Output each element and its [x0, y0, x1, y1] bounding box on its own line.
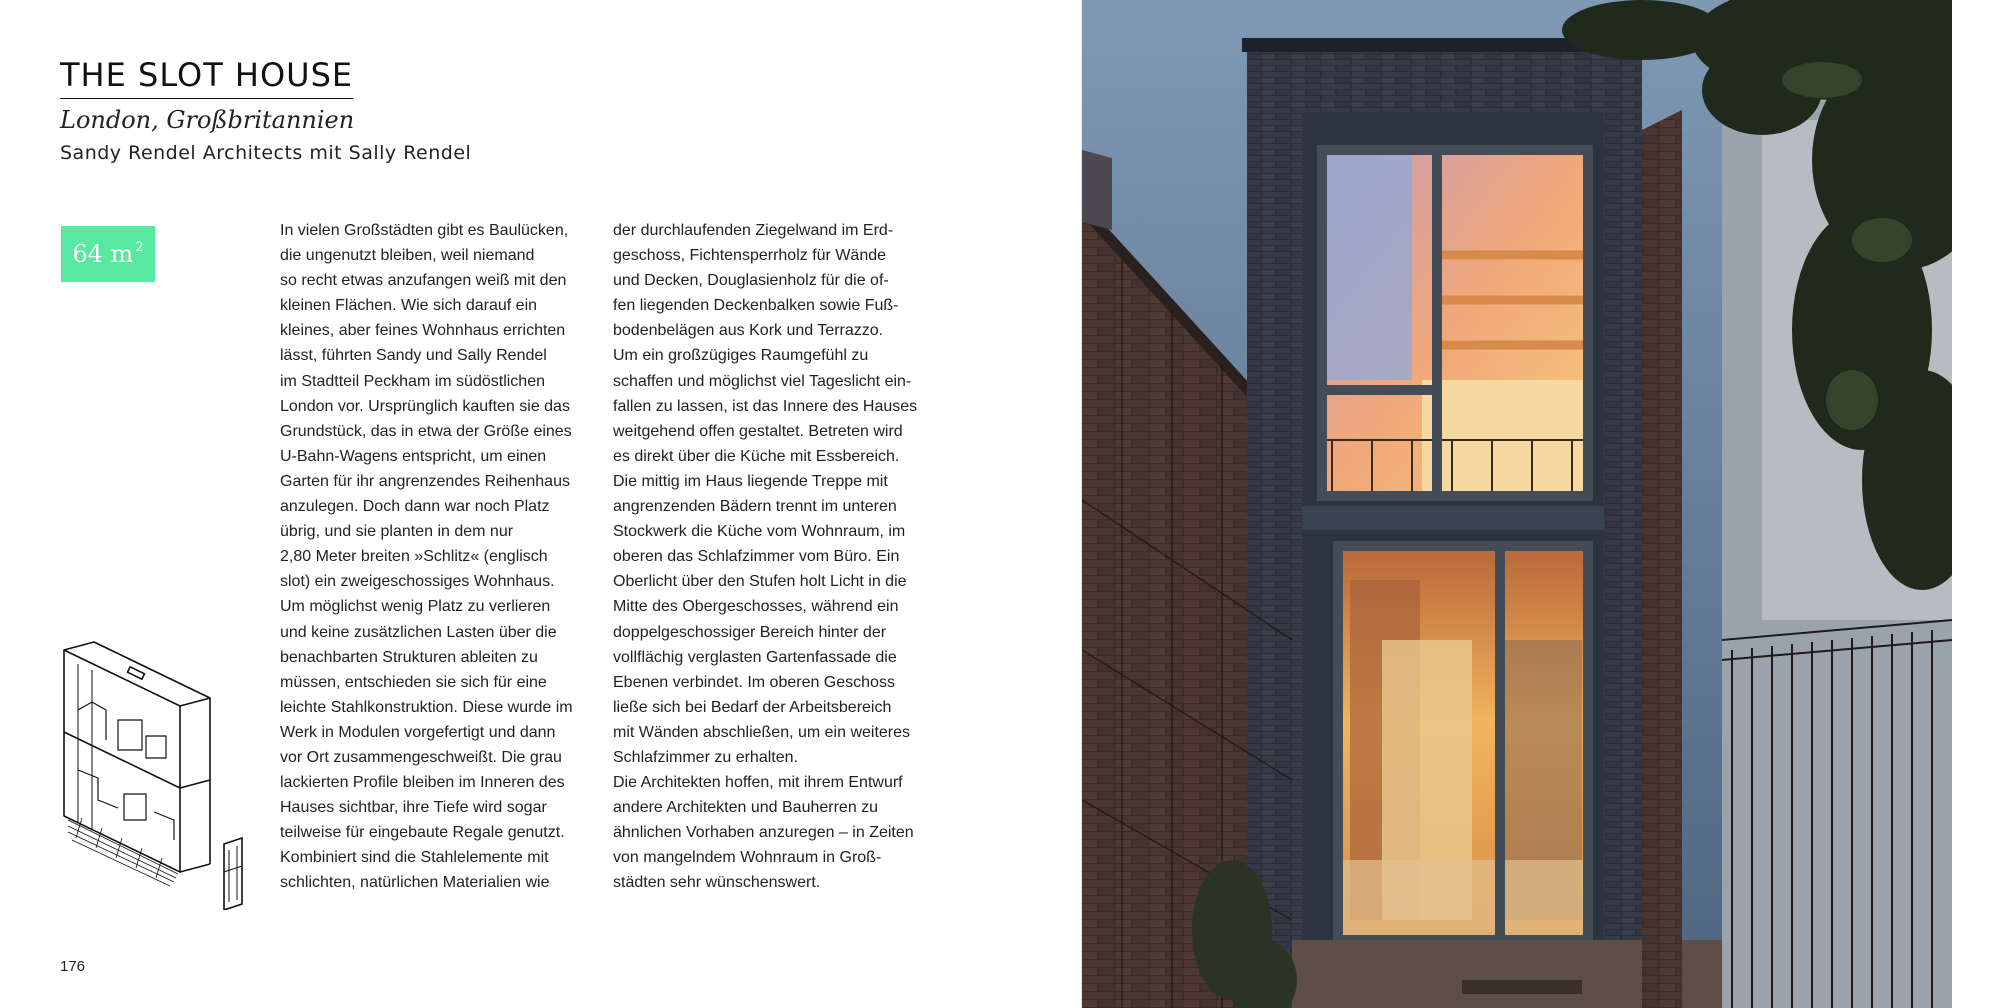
body-line: Um ein großzügiges Raumgefühl zu	[613, 347, 869, 365]
body-line: im Stadtteil Peckham im südöstlichen	[280, 372, 545, 390]
body-line: städten sehr wünschenswert.	[613, 874, 821, 892]
body-line: von mangelndem Wohnraum in Groß-	[613, 849, 882, 867]
body-line: U-Bahn-Wagens entspricht, um einen	[280, 447, 547, 465]
body-line: schlichten, natürlichen Materialien wie	[280, 874, 550, 892]
body-line: Um möglichst wenig Platz zu verlieren	[280, 598, 551, 616]
body-line: fen liegenden Deckenbalken sowie Fuß-	[613, 297, 899, 315]
body-line: übrig, und sie planten in dem nur	[280, 523, 514, 541]
floor-area-superscript: 2	[135, 239, 144, 255]
body-line: weitgehend offen gestaltet. Betreten wird	[613, 422, 903, 440]
drawing-roof	[64, 642, 210, 706]
body-line: kleinen Flächen. Wie sich darauf ein	[280, 297, 538, 315]
location-subtitle: London, Großbritannien	[60, 106, 355, 134]
body-line: leichte Stahlkonstruktion. Diese wurde im	[280, 698, 573, 716]
body-line: doppelgeschossiger Bereich hinter der	[613, 623, 887, 641]
house-photograph	[1082, 0, 1952, 1008]
body-line: lackierten Profile bleiben im Inneren des	[280, 774, 565, 792]
body-line: benachbarten Strukturen ableiten zu	[280, 648, 538, 666]
body-line: bodenbelägen aus Kork und Terrazzo.	[613, 322, 884, 340]
body-line: Ebenen verbindet. Im oberen Geschoss	[613, 673, 895, 691]
floor-area-badge	[61, 226, 155, 282]
body-line: London vor. Ursprünglich kauften sie das	[280, 397, 570, 415]
body-line: geschoss, Fichtensperrholz für Wände	[613, 247, 887, 265]
body-line: es direkt über die Küche mit Essbereich.	[613, 447, 900, 465]
body-line: In vielen Großstädten gibt es Baulücken,	[280, 222, 569, 239]
body-line: und Decken, Douglasienholz für die of-	[613, 272, 889, 290]
architects-credit: Sandy Rendel Architects mit Sally Rendel	[60, 142, 472, 164]
body-line: Hauses sichtbar, ihre Tiefe wird sogar	[280, 799, 547, 817]
body-line: Die mittig im Haus liegende Treppe mit	[613, 472, 888, 490]
body-line: lässt, führten Sandy und Sally Rendel	[280, 347, 547, 365]
body-line: kleines, aber feines Wohnhaus errichten	[280, 322, 566, 340]
body-line: Werk in Modulen vorgefertigt und dann	[280, 723, 556, 741]
body-line: müssen, entschieden sie sich für eine	[280, 673, 547, 691]
body-line: Grundstück, das in etwa der Größe eines	[280, 422, 572, 440]
body-line: schaffen und möglichst viel Tageslicht ein-	[613, 372, 912, 390]
body-line: so recht etwas anzufangen weiß mit den	[280, 272, 567, 290]
body-line: Die Architekten hoffen, mit ihrem Entwurf	[613, 774, 903, 792]
body-line: Schlafzimmer zu erhalten.	[613, 748, 798, 766]
body-line: Kombiniert sind die Stahlelemente mit	[280, 849, 549, 867]
body-line: der durchlaufenden Ziegelwand im Erd-	[613, 222, 894, 239]
drawing-door-detail	[224, 838, 242, 910]
body-line: Stockwerk die Küche vom Wohnraum, im	[613, 523, 906, 541]
body-line: oberen das Schlafzimmer vom Büro. Ein	[613, 548, 900, 566]
floor-area-value: 64 m	[72, 240, 134, 268]
body-line: angrenzenden Bädern trennt im unteren	[613, 498, 897, 516]
body-line: fallen zu lassen, ist das Innere des Hauses	[613, 397, 918, 415]
body-line: Mitte des Obergeschosses, während ein	[613, 598, 899, 616]
body-text-column-2	[613, 218, 943, 896]
body-text-column-1	[280, 218, 610, 896]
body-line: ließe sich bei Bedarf der Arbeitsbereich	[613, 698, 892, 716]
body-line: und keine zusätzlichen Lasten über die	[280, 623, 557, 641]
body-line: Garten für ihr angrenzendes Reihenhaus	[280, 472, 570, 490]
body-line: ähnlichen Vorhaben anzuregen – in Zeiten	[613, 824, 914, 842]
body-line: vor Ort zusammengeschweißt. Die grau	[280, 748, 562, 766]
body-line: andere Architekten und Bauherren zu	[613, 799, 879, 817]
body-line: slot) ein zweigeschossiges Wohnhaus.	[280, 573, 555, 591]
axonometric-drawing	[58, 640, 258, 910]
body-line: die ungenutzt bleiben, weil niemand	[280, 247, 535, 265]
page-number: 176	[60, 958, 86, 975]
body-line: 2,80 Meter breiten »Schlitz« (englisch	[280, 548, 548, 566]
body-line: mit Wänden abschließen, um ein weiteres	[613, 723, 911, 741]
body-line: vollflächig verglasten Gartenfassade die	[613, 648, 897, 666]
body-line: anzulegen. Doch dann war noch Platz	[280, 498, 550, 516]
page-title: THE SLOT HOUSE	[60, 56, 353, 99]
body-line: teilweise für eingebaute Regale genutzt.	[280, 824, 565, 842]
body-line: Oberlicht über den Stufen holt Licht in die	[613, 573, 907, 591]
